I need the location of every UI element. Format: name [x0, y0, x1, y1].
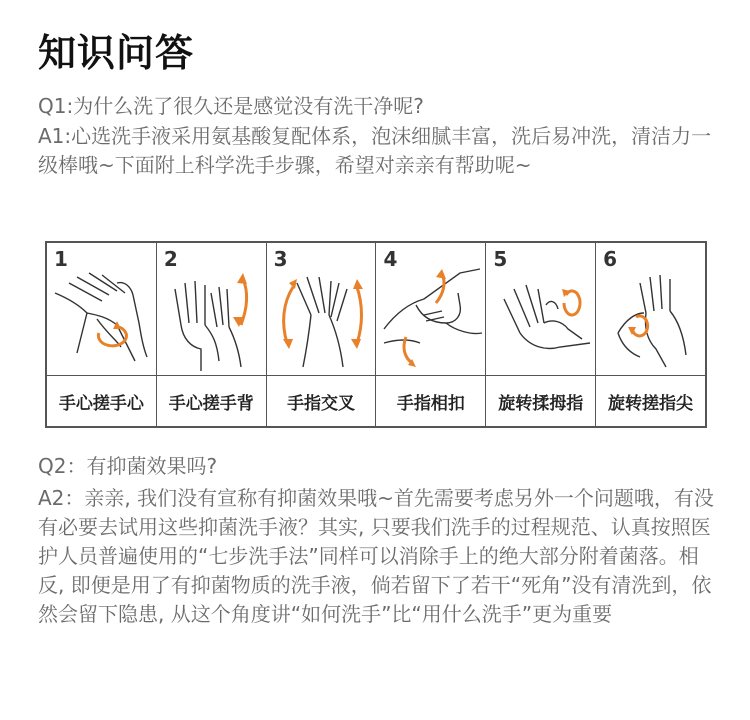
step-number: 5 — [493, 247, 508, 271]
step-3-picture — [267, 243, 376, 376]
step-1 — [47, 243, 157, 426]
step-2-label: 手心搓手背 — [168, 393, 254, 414]
step-number: 4 — [383, 247, 398, 271]
step-number: 2 — [163, 247, 178, 271]
handwashing-steps — [45, 241, 707, 428]
step-number: 3 — [273, 247, 288, 271]
step-5-label: 旋转揉拇指 — [498, 393, 584, 414]
step-2 — [157, 243, 267, 426]
palm-back-rub-icon — [157, 243, 265, 375]
step-4-label: 手指相扣 — [396, 393, 465, 414]
palm-rub-icon — [47, 243, 155, 375]
fingers-lock-icon — [376, 243, 484, 375]
step-1-picture — [47, 243, 156, 376]
step-5 — [486, 243, 596, 426]
thumb-rotate-icon — [486, 243, 594, 375]
step-3 — [267, 243, 377, 426]
question-2: Q2：有抑菌效果吗? — [38, 454, 218, 478]
step-3-label: 手指交叉 — [287, 393, 356, 414]
answer-1: A1:心选洗手液采用氨基酸复配体系，泡沫细腻丰富，洗后易冲洗，清洁力一级棒哦~下面附上科学洗手步骤，希望对亲亲有帮助呢~ — [38, 124, 712, 177]
step-number: 6 — [603, 247, 618, 271]
step-6-picture — [596, 243, 705, 376]
question-1: Q1:为什么洗了很久还是感觉没有洗干净呢? — [38, 94, 424, 118]
page-title: 知识问答 — [38, 31, 195, 75]
step-4-picture — [376, 243, 485, 376]
fingers-interlace-icon — [267, 243, 375, 375]
step-number: 1 — [54, 247, 68, 271]
step-4 — [376, 243, 486, 426]
fingertip-rotate-icon — [596, 243, 704, 375]
step-6 — [596, 243, 705, 426]
step-1-label: 手心搓手心 — [58, 393, 144, 414]
step-2-picture — [157, 243, 266, 376]
step-6-label: 旋转搓指尖 — [608, 393, 694, 414]
answer-2: A2：亲亲, 我们没有宣称有抑菌效果哦~首先需要考虑另外一个问题哦，有没有必要去试用这些抑菌洗手液？其实, 只要我们洗手的过程规范、认真按照医护人员普遍使用的“七步洗手法”同样可以消除手上的绝大部分附着菌落。相反, 即便是用了有抑菌物质的洗手液，倘若留下了若干“死角”没有清洗到，依然会留下隐患, 从这个角度讲“如何洗手”比“用什么洗手”更为重要 — [38, 486, 714, 626]
step-5-picture — [486, 243, 595, 376]
